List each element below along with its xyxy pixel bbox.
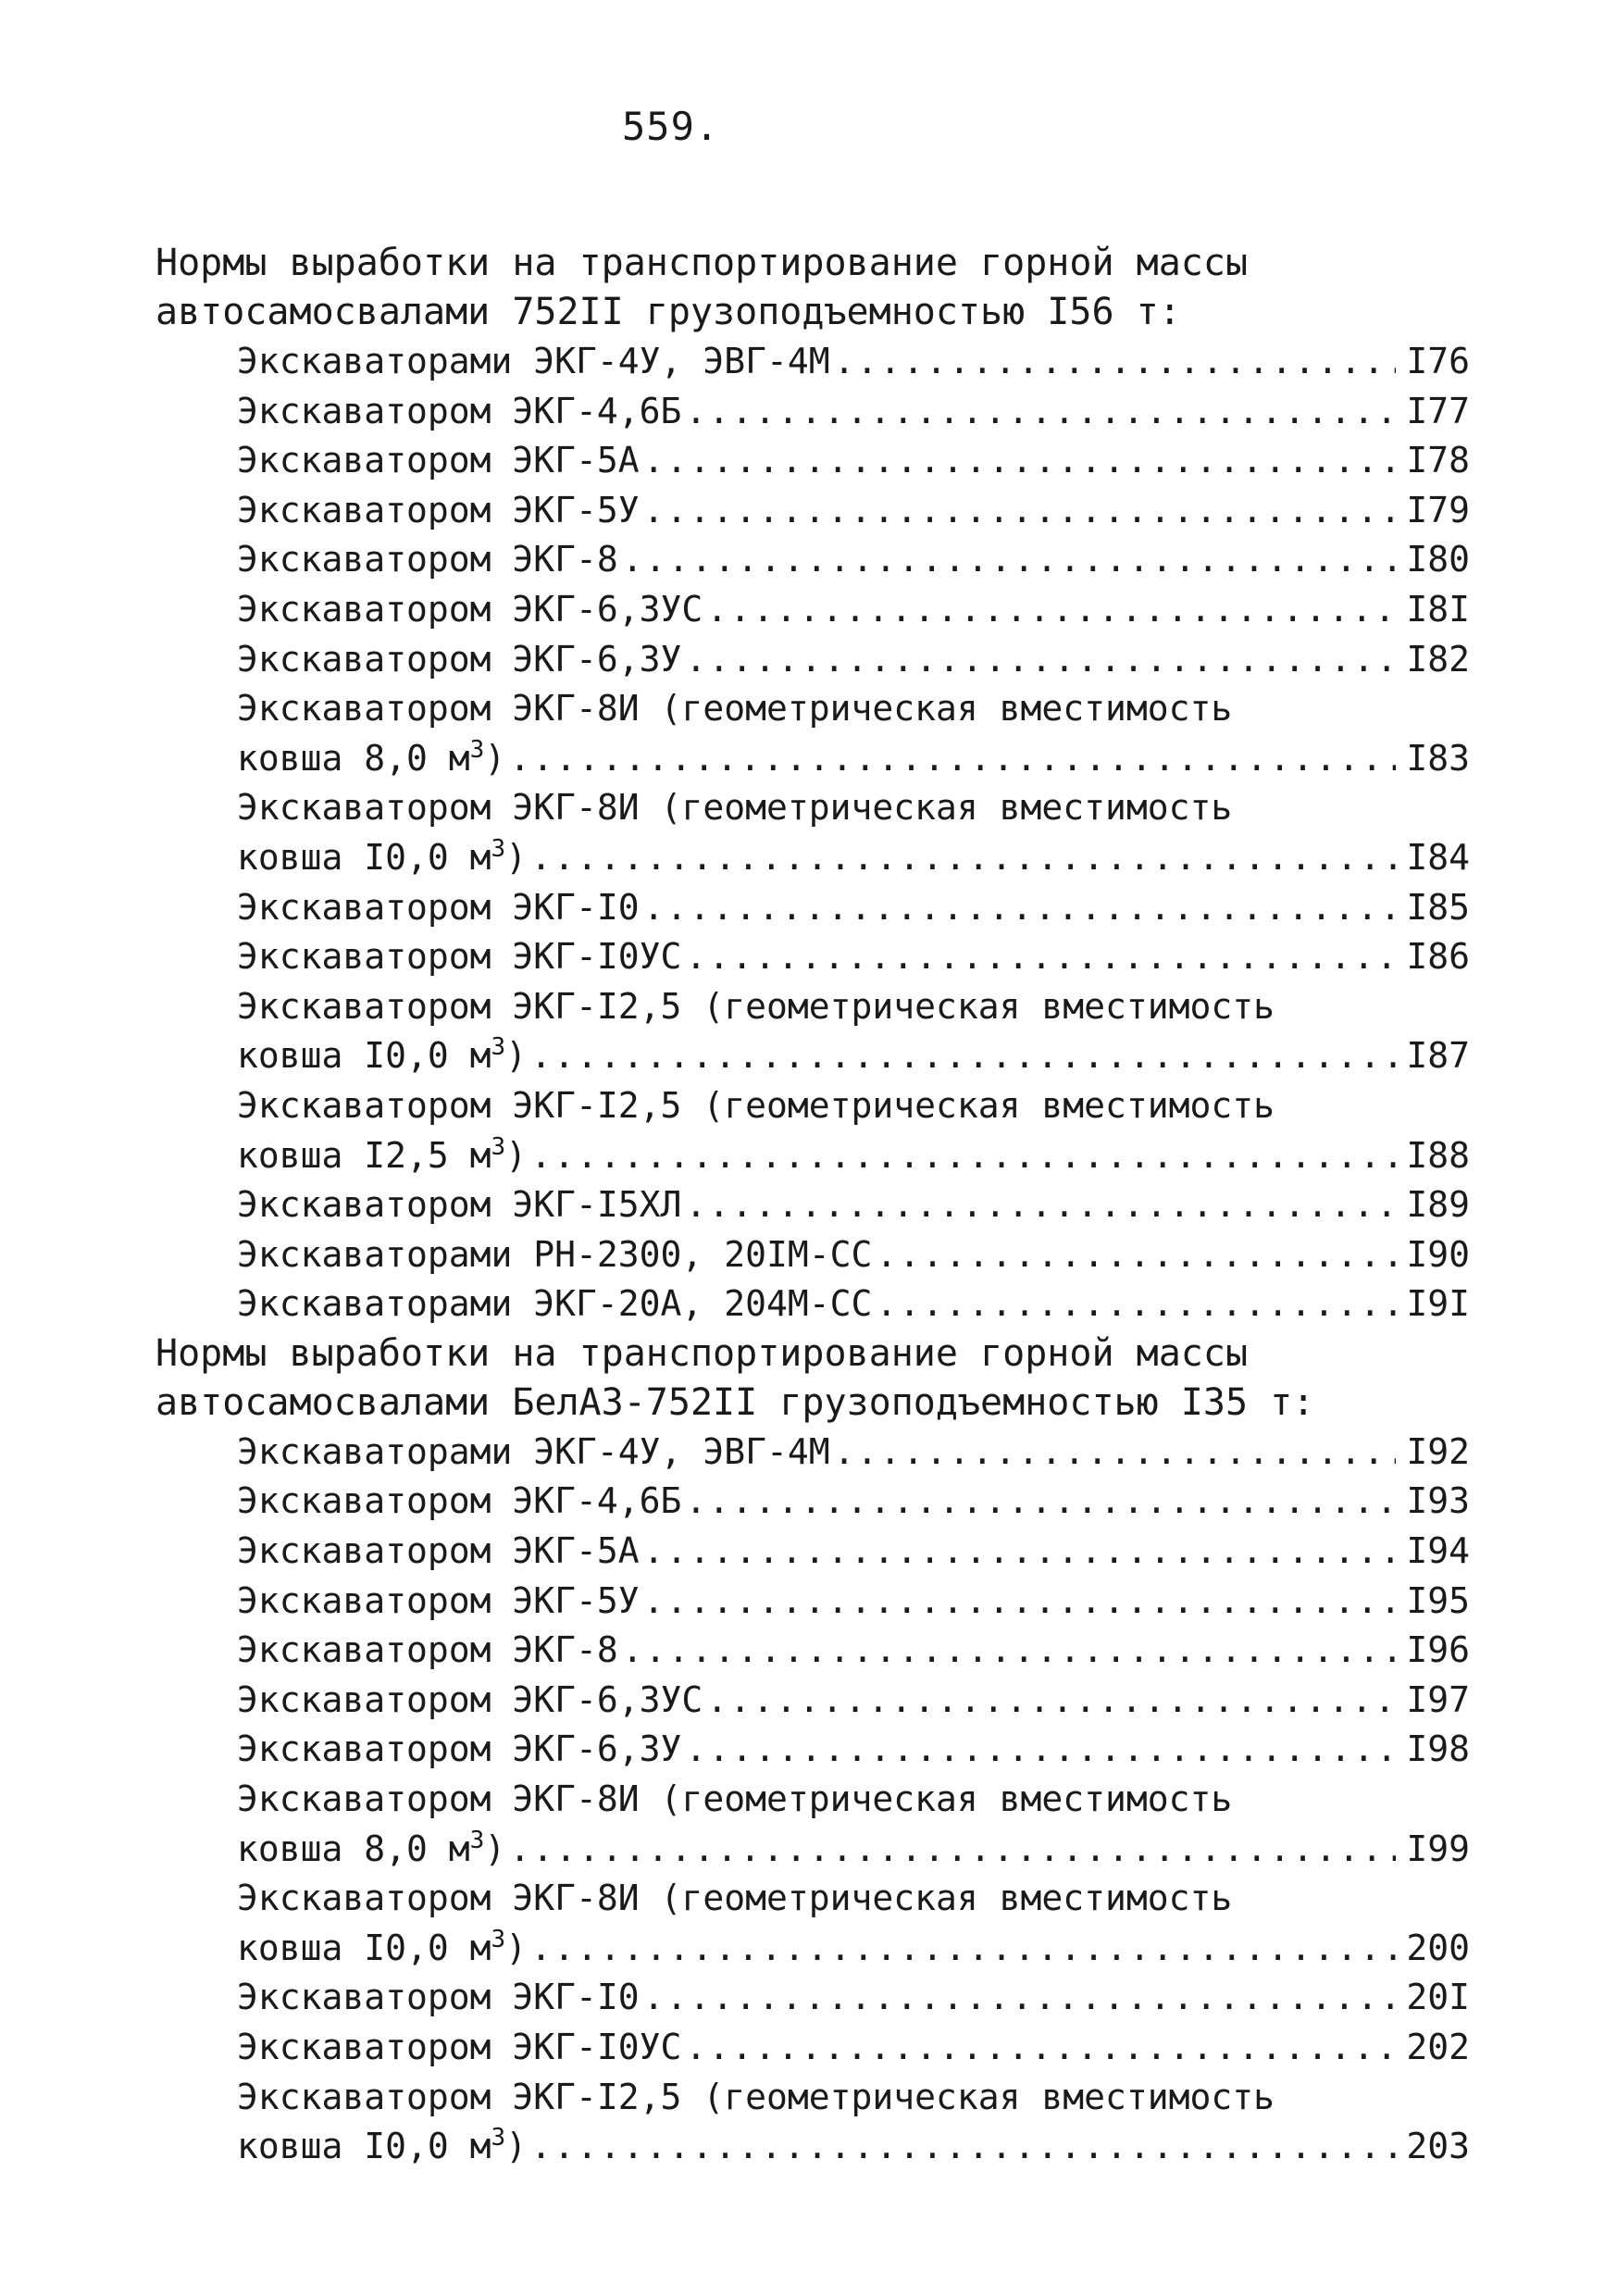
toc-entry-list [155,1428,1470,2172]
entry-text: Экскаваторами ЭКГ-20А, 204М-СС [237,1283,873,1325]
entry-text-part: ) [505,1927,528,1968]
entry-page-number: I94 [1406,1530,1470,1572]
entry-text: Экскаватором ЭКГ-4,6Б [237,1480,682,1522]
entry-row [237,1279,1470,1329]
entry-page-number: I90 [1406,1233,1470,1275]
entry-text: Экскаватором ЭКГ-5У [237,489,640,530]
entry-text-line: Экскаватором ЭКГ-8И (геометрическая вместимость [237,688,1233,730]
entry-text-part: ) [505,1035,528,1077]
entry-page-number: 20I [1406,1977,1470,2018]
toc-entry[interactable] [155,1676,1470,1726]
entry-page-number: I93 [1406,1480,1470,1522]
dot-leader [643,486,1396,536]
dot-leader [685,2023,1396,2073]
dot-leader [876,1279,1396,1329]
superscript: 3 [469,1826,485,1854]
entry-text-line: Экскаватором ЭКГ-8И (геометрическая вместимость [237,1778,1233,1820]
entry-text [237,1825,505,1875]
entry-page-number: 200 [1406,1927,1470,1968]
entry-text [237,1031,527,1081]
toc-entry[interactable] [155,1725,1470,1775]
toc-entry[interactable] [155,1775,1470,1874]
dot-leader [530,1131,1396,1181]
entry-text: Экскаватором ЭКГ-6,3УС [237,1678,703,1720]
entry-page-number: I86 [1406,936,1470,978]
entry-text: Экскаватором ЭКГ-6,3У [237,638,682,680]
entry-row [237,1477,1470,1527]
table-of-contents [155,239,1470,2172]
entry-text [237,1131,527,1181]
dot-leader [530,833,1396,883]
entry-row [237,1131,1470,1181]
toc-entry[interactable] [155,1577,1470,1627]
toc-entry[interactable] [155,1081,1470,1180]
entry-text: Экскаватором ЭКГ-4,6Б [237,390,682,431]
toc-entry[interactable] [155,1230,1470,1280]
entry-text-part: ковша I0,0 м [237,1035,491,1077]
toc-entry[interactable] [155,635,1470,685]
entry-row [237,1428,1470,1478]
toc-entry[interactable] [155,535,1470,585]
dot-leader [530,1924,1396,1974]
superscript: 3 [491,1132,506,1161]
entry-page-number: I98 [1406,1728,1470,1770]
dot-leader [685,635,1396,685]
entry-page-number: I97 [1406,1678,1470,1720]
entry-row [237,883,1470,933]
entry-page-number: I88 [1406,1134,1470,1176]
entry-text: Экскаватором ЭКГ-I0УС [237,936,682,978]
dot-leader [706,585,1396,635]
dot-leader [509,1825,1396,1875]
toc-entry[interactable] [155,2073,1470,2172]
toc-entry[interactable] [155,1279,1470,1329]
superscript: 3 [491,2124,506,2152]
dot-leader [530,2122,1396,2172]
toc-entry[interactable] [155,883,1470,933]
toc-entry[interactable] [155,486,1470,536]
superscript: 3 [491,834,506,863]
entry-text: Экскаватором ЭКГ-5А [237,1530,640,1572]
entry-row [237,1180,1470,1230]
dot-leader [685,387,1396,437]
entry-text [237,734,505,784]
entry-text-line: Экскаватором ЭКГ-I2,5 (геометрическая вместимость [237,985,1275,1027]
entry-text: Экскаватором ЭКГ-8 [237,539,618,580]
toc-entry[interactable] [155,436,1470,486]
entry-text-line: Экскаватором ЭКГ-8И (геометрическая вместимость [237,787,1233,829]
entry-text: Экскаватором ЭКГ-6,3УС [237,588,703,630]
toc-entry[interactable] [155,1180,1470,1230]
entry-row [237,1626,1470,1676]
entry-row [237,436,1470,486]
dot-leader [643,1577,1396,1627]
entry-row [237,337,1470,387]
entry-text-line: Экскаватором ЭКГ-I2,5 (геометрическая вместимость [237,2076,1275,2117]
entry-text: Экскаватором ЭКГ-I0УС [237,2027,682,2067]
entry-text: Экскаватором ЭКГ-6,3У [237,1728,682,1770]
entry-text: Экскаваторами ЭКГ-4У, ЭВГ-4М [237,1430,830,1472]
dot-leader [622,1626,1396,1676]
entry-page-number: I89 [1406,1184,1470,1226]
entry-row [237,1924,1470,1974]
entry-text-part: ковша 8,0 м [237,737,470,779]
entry-row [237,932,1470,982]
entry-row [237,1031,1470,1081]
dot-leader [643,1527,1396,1577]
entry-row [237,535,1470,585]
entry-text-line: Экскаватором ЭКГ-I2,5 (геометрическая вместимость [237,1084,1275,1126]
toc-entry[interactable] [155,1874,1470,1973]
dot-leader [509,734,1396,784]
toc-entry[interactable] [155,783,1470,882]
entry-row [237,1725,1470,1775]
toc-entry[interactable] [155,387,1470,437]
entry-row [237,833,1470,883]
dot-leader [876,1230,1396,1280]
toc-entry[interactable] [155,932,1470,982]
entry-text: Экскаватором ЭКГ-5У [237,1579,640,1621]
entry-text-part: ) [484,737,506,779]
entry-row [237,1527,1470,1577]
page-number: 559. [622,104,720,149]
entry-row [237,734,1470,784]
dot-leader [685,1477,1396,1527]
entry-page-number: I85 [1406,886,1470,928]
entry-page-number: I82 [1406,638,1470,680]
section-title-line: автосамосвалами БелАЗ-752II грузоподъемностью I35 т: [155,1380,1315,1424]
entry-row [237,635,1470,685]
entry-row [237,1676,1470,1726]
dot-leader [685,1180,1396,1230]
entry-row [237,2122,1470,2172]
entry-text: Экскаватором ЭКГ-I0 [237,886,640,928]
dot-leader [685,932,1396,982]
toc-entry[interactable] [155,1428,1470,1478]
entry-page-number: I76 [1406,341,1470,381]
entry-page-number: I77 [1406,390,1470,431]
entry-text [237,2122,527,2172]
superscript: 3 [491,1925,506,1953]
toc-section [155,239,1470,1329]
entry-page-number: I80 [1406,539,1470,580]
entry-row [237,1973,1470,2023]
entry-text-part: ковша I2,5 м [237,1134,491,1176]
toc-entry[interactable] [155,1477,1470,1527]
entry-text-part: ) [505,1134,528,1176]
entry-text-part: ковша I0,0 м [237,1927,491,1968]
entry-page-number: I9I [1406,1283,1470,1325]
section-title-line: Нормы выработки на транспортирование горной массы [155,1331,1249,1375]
superscript: 3 [469,735,485,764]
dot-leader [685,1725,1396,1775]
entry-page-number: I84 [1406,836,1470,878]
entry-text: Экскаватором ЭКГ-I0 [237,1977,640,2018]
toc-entry[interactable] [155,2023,1470,2073]
entry-text: Экскаватором ЭКГ-5А [237,440,640,481]
entry-text [237,833,527,883]
entry-row [237,1230,1470,1280]
toc-section [155,1329,1470,2172]
entry-text: Экскаватором ЭКГ-I5ХЛ [237,1184,682,1226]
entry-page-number: I78 [1406,440,1470,481]
entry-page-number: I83 [1406,737,1470,779]
section-title-line: Нормы выработки на транспортирование горной массы [155,242,1249,284]
toc-entry-list [155,337,1470,1329]
toc-entry[interactable] [155,585,1470,635]
dot-leader [643,883,1396,933]
entry-page-number: I96 [1406,1629,1470,1671]
entry-text-part: ) [505,836,528,878]
toc-entry[interactable] [155,1973,1470,2023]
toc-entry[interactable] [155,1527,1470,1577]
entry-page-number: I95 [1406,1579,1470,1621]
dot-leader [530,1031,1396,1081]
entry-text-part: ковша I0,0 м [237,2126,491,2167]
toc-entry[interactable] [155,1626,1470,1676]
entry-page-number: I99 [1406,1828,1470,1869]
entry-text-part: ковша I0,0 м [237,836,491,878]
dot-leader [834,337,1396,387]
entry-page-number: 202 [1406,2027,1470,2067]
entry-page-number: I87 [1406,1035,1470,1077]
entry-page-number: I92 [1406,1430,1470,1472]
dot-leader [643,436,1396,486]
entry-page-number: I79 [1406,489,1470,530]
section-title-line: автосамосвалами 752II грузоподъемностью I56 т: [155,291,1181,333]
entry-row [237,1825,1470,1875]
entry-text-part: ) [484,1828,506,1869]
entry-text: Экскаваторами ЭКГ-4У, ЭВГ-4М [237,341,830,381]
entry-text-line: Экскаватором ЭКГ-8И (геометрическая вместимость [237,1878,1233,1919]
entry-row [237,1577,1470,1627]
entry-text [237,1924,527,1974]
dot-leader [643,1973,1396,2023]
toc-entry[interactable] [155,337,1470,387]
entry-text: Экскаватором ЭКГ-8 [237,1629,618,1671]
entry-row [237,387,1470,437]
dot-leader [622,535,1396,585]
entry-text-part: ) [505,2126,528,2167]
superscript: 3 [491,1033,506,1062]
entry-page-number: I8I [1406,588,1470,630]
entry-row [237,585,1470,635]
toc-entry[interactable] [155,684,1470,783]
dot-leader [706,1676,1396,1726]
entry-page-number: 203 [1406,2126,1470,2167]
entry-text: Экскаваторами РН-2300, 20IМ-СС [237,1233,873,1275]
entry-text-part: ковша 8,0 м [237,1828,470,1869]
toc-entry[interactable] [155,982,1470,1081]
dot-leader [834,1428,1396,1478]
entry-row [237,2023,1470,2073]
entry-row [237,486,1470,536]
